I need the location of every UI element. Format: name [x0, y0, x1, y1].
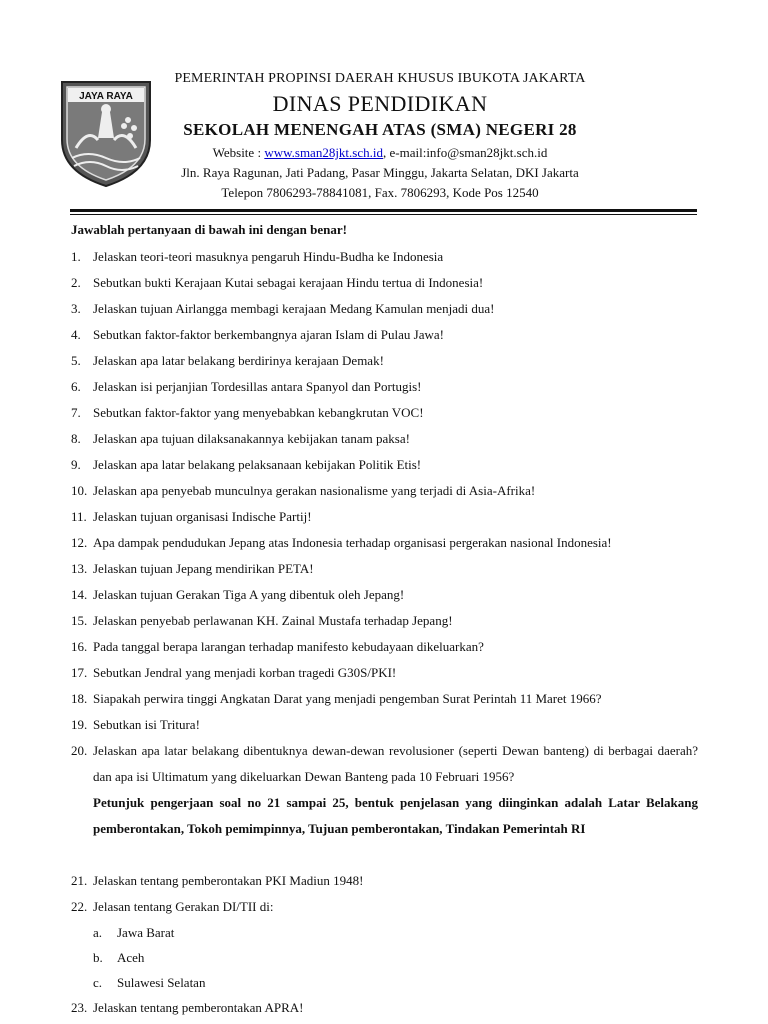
question-item — [71, 894, 698, 920]
question-number: 15. — [71, 613, 88, 628]
question-item — [71, 322, 698, 348]
question-text: Siapakah perwira tinggi Angkatan Darat yang menjadi pengemban Surat Perintah 11 Maret 1966? — [93, 691, 602, 706]
question-text: Jelaskan apa latar belakang berdirinya kerajaan Demak! — [93, 353, 384, 368]
question-item — [71, 686, 698, 712]
question-text: Jelasan tentang Gerakan DI/TII di: — [93, 899, 274, 914]
sub-item — [71, 920, 698, 945]
question-text: Jelaskan apa latar belakang dibentuknya dewan-dewan revolusioner (seperti Dewan banteng) di berbagai daerah? dan apa isi Ultimatum yang dikeluarkan Dewan Banteng pada 10 Februari 1956? — [93, 743, 698, 784]
government-line: PEMERINTAH PROPINSI DAERAH KHUSUS IBUKOTA JAKARTA — [174, 71, 586, 86]
question-number: 16. — [71, 639, 88, 654]
question-item — [71, 712, 698, 738]
question-number: 20. — [71, 743, 88, 758]
question-text: Jelaskan apa penyebab munculnya gerakan nasionalisme yang terjadi di Asia-Afrika! — [93, 483, 536, 498]
question-text: Sebutkan bukti Kerajaan Kutai sebagai kerajaan Hindu tertua di Indonesia! — [93, 275, 484, 290]
question-number: 19. — [71, 717, 88, 732]
question-number: 9. — [71, 457, 81, 472]
question-item — [71, 660, 698, 686]
question-number: 1. — [71, 249, 81, 264]
question-text: Jelaskan tujuan Airlangga membagi kerajaan Medang Kamulan menjadi dua! — [93, 301, 495, 316]
header-rule-thick — [70, 209, 697, 212]
question-item — [71, 296, 698, 322]
question-item — [71, 244, 698, 270]
question-number: 10. — [71, 483, 88, 498]
sub-item-text: Jawa Barat — [117, 925, 175, 940]
question-number: 11. — [71, 509, 87, 524]
question-number: 12. — [71, 535, 88, 550]
question-item — [71, 738, 698, 790]
question-number: 13. — [71, 561, 88, 576]
question-text: Pada tanggal berapa larangan terhadap manifesto kebudayaan dikeluarkan? — [93, 639, 484, 654]
question-item — [71, 270, 698, 296]
logo-text: JAYA RAYA — [79, 91, 133, 102]
school-name: SEKOLAH MENENGAH ATAS (SMA) NEGERI 28 — [183, 120, 577, 139]
question-item — [71, 478, 698, 504]
email-text: , e-mail:info@sman28jkt.sch.id — [383, 145, 548, 160]
question-text: Jelaskan tentang pemberontakan PKI Madiun 1948! — [93, 873, 364, 888]
website-label: Website : — [212, 145, 265, 160]
letterhead — [140, 68, 620, 203]
question-number: 23. — [71, 1000, 88, 1015]
phone-line: Telepon 7806293-78841081, Fax. 7806293, Kode Pos 12540 — [221, 185, 539, 200]
contact-line — [140, 143, 620, 163]
question-number: 5. — [71, 353, 81, 368]
question-number: 3. — [71, 301, 81, 316]
question-text: Apa dampak pendudukan Jepang atas Indonesia terhadap organisasi pergerakan nasional Indonesia! — [93, 535, 612, 550]
question-item — [71, 348, 698, 374]
question-item — [71, 582, 698, 608]
question-list — [71, 244, 698, 1021]
sub-item-label: a. — [93, 925, 103, 940]
instruction-text: Jawablah pertanyaan di bawah ini dengan benar! — [71, 222, 347, 237]
question-number: 18. — [71, 691, 88, 706]
question-text: Jelaskan tentang pemberontakan APRA! — [93, 1000, 304, 1015]
question-text: Jelaskan tujuan Jepang mendirikan PETA! — [93, 561, 314, 576]
question-text: Jelaskan apa latar belakang pelaksanaan kebijakan Politik Etis! — [93, 457, 422, 472]
question-item — [71, 426, 698, 452]
question-text: Jelaskan penyebab perlawanan KH. Zainal Mustafa terhadap Jepang! — [93, 613, 453, 628]
question-text: Jelaskan tujuan Gerakan Tiga A yang dibentuk oleh Jepang! — [93, 587, 405, 602]
sub-item-label: c. — [93, 975, 103, 990]
question-item — [71, 995, 698, 1021]
sub-item — [71, 970, 698, 995]
question-item — [71, 634, 698, 660]
question-text: Jelaskan apa tujuan dilaksanakannya kebijakan tanam paksa! — [93, 431, 410, 446]
question-number: 7. — [71, 405, 81, 420]
question-number: 4. — [71, 327, 81, 342]
question-item — [71, 452, 698, 478]
header-rule-thin — [70, 214, 697, 215]
question-number: 17. — [71, 665, 88, 680]
question-text: Sebutkan Jendral yang menjadi korban tragedi G30S/PKI! — [93, 665, 397, 680]
question-text: Sebutkan faktor-faktor yang menyebabkan kebangkrutan VOC! — [93, 405, 424, 420]
question-text: Sebutkan isi Tritura! — [93, 717, 200, 732]
question-item — [71, 374, 698, 400]
sub-item-text: Sulawesi Selatan — [117, 975, 206, 990]
question-number: 6. — [71, 379, 81, 394]
question-number: 8. — [71, 431, 81, 446]
address-line: Jln. Raya Ragunan, Jati Padang, Pasar Minggu, Jakarta Selatan, DKI Jakarta — [181, 165, 579, 180]
question-number: 22. — [71, 899, 88, 914]
question-item — [71, 556, 698, 582]
question-number: 21. — [71, 873, 88, 888]
question-item — [71, 608, 698, 634]
question-number: 2. — [71, 275, 81, 290]
question-item — [71, 530, 698, 556]
question-item — [71, 400, 698, 426]
question-text: Jelaskan isi perjanjian Tordesillas antara Spanyol dan Portugis! — [93, 379, 422, 394]
question-item — [71, 868, 698, 894]
instruction-note: Petunjuk pengerjaan soal no 21 sampai 25, bentuk penjelasan yang diinginkan adalah Latar Belakang pemberontakan, Tokoh pemimpinnya, Tujuan pemberontakan, Tindakan Pemerintah RI — [93, 795, 698, 836]
question-text: Sebutkan faktor-faktor berkembangnya ajaran Islam di Pulau Jawa! — [93, 327, 444, 342]
department-title: DINAS PENDIDIKAN — [272, 91, 488, 116]
sub-item-label: b. — [93, 950, 103, 965]
question-item — [71, 504, 698, 530]
sub-item — [71, 945, 698, 970]
question-text: Jelaskan teori-teori masuknya pengaruh Hindu-Budha ke Indonesia — [93, 249, 444, 264]
question-text: Jelaskan tujuan organisasi Indische Partij! — [93, 509, 312, 524]
website-link[interactable]: www.sman28jkt.sch.id — [264, 145, 383, 160]
sub-item-text: Aceh — [117, 950, 145, 965]
question-number: 14. — [71, 587, 88, 602]
